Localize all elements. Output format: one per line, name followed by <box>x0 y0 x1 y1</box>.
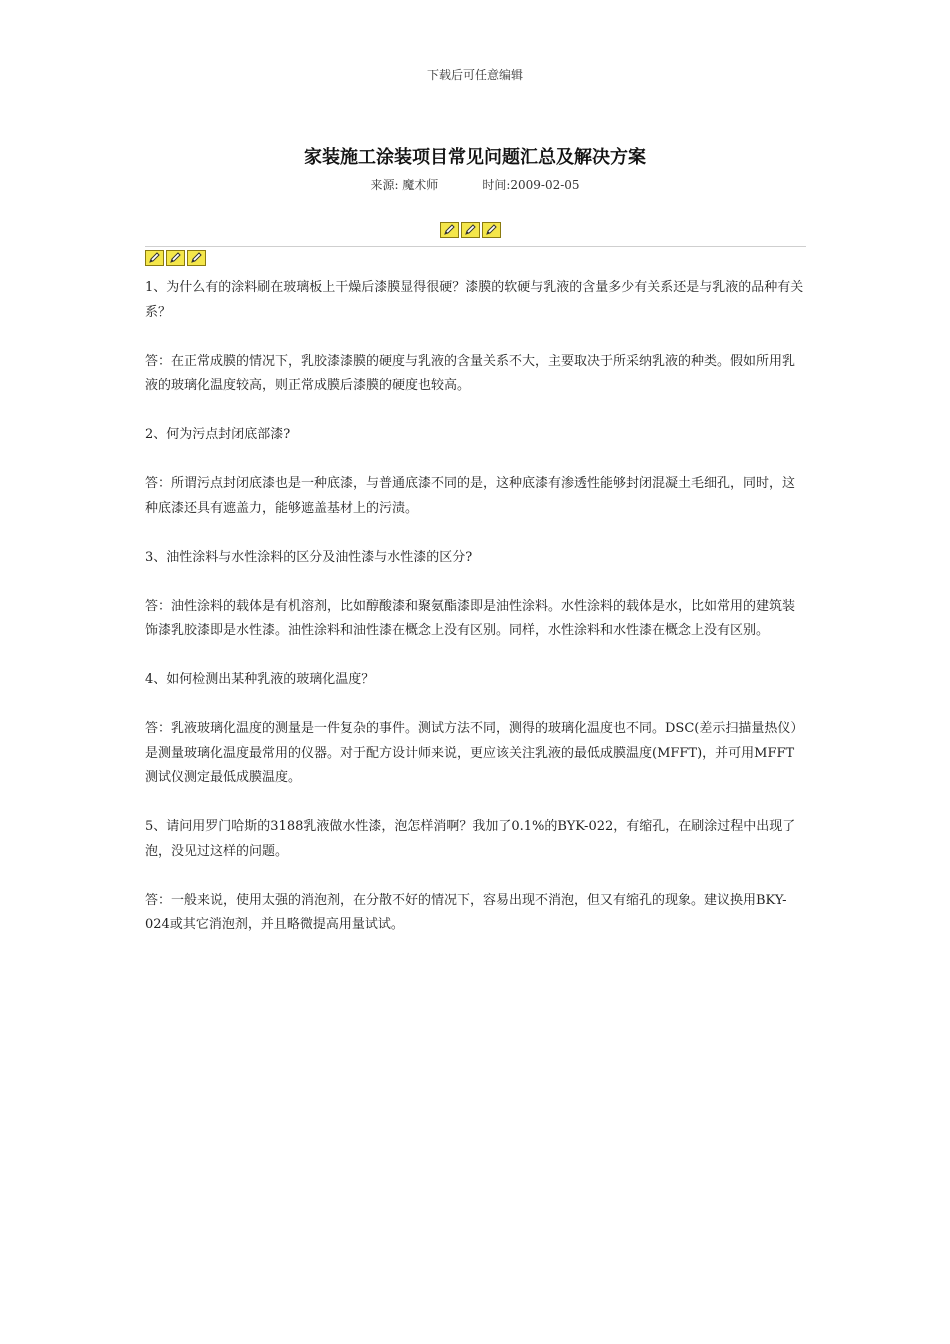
question-1: 1、为什么有的涂料刷在玻璃板上干燥后漆膜显得很硬？漆膜的软硬与乳液的含量多少有关系还是与乳液的品种有关系？ <box>145 280 804 320</box>
answer-3: 答：油性涂料的载体是有机溶剂，比如醇酸漆和聚氨酯漆即是油性涂料。水性涂料的载体是水，比如常用的建筑装饰漆乳胶漆即是水性漆。油性涂料和油性漆在概念上没有区别。同样，水性涂料和水性漆在概念上没有区别。 <box>145 598 796 638</box>
answer-5: 答：一般来说，使用太强的消泡剂，在分散不好的情况下，容易出现不消泡，但又有缩孔的现象。建议换用BKY-024或其它消泡剂，并且略微提高用量试试。 <box>145 892 787 932</box>
article-meta <box>0 176 950 193</box>
pencil-icon[interactable] <box>482 222 501 238</box>
page-title: 家装施工涂装项目常见问题汇总及解决方案 <box>304 147 646 168</box>
source-label: 来源: 魔术师 <box>370 178 439 192</box>
tool-icons-center <box>440 222 501 238</box>
pencil-icon[interactable] <box>145 250 164 266</box>
question-5: 5、请问用罗门哈斯的3188乳液做水性漆，泡怎样消啊？我加了0.1%的BYK-022，有缩孔，在刷涂过程中出现了泡，没见过这样的问题。 <box>145 819 796 859</box>
answer-4: 答：乳液玻璃化温度的测量是一件复杂的事件。测试方法不同，测得的玻璃化温度也不同。DSC(差示扫描量热仪）是测量玻璃化温度最常用的仪器。对于配方设计师来说，更应该关注乳液的最低成膜温度(MFFT)，并可用MFFT测试仪测定最低成膜温度。 <box>145 721 804 785</box>
pencil-icon[interactable] <box>166 250 185 266</box>
pencil-icon[interactable] <box>187 250 206 266</box>
tool-icons-left <box>145 250 206 266</box>
answer-1: 答：在正常成膜的情况下，乳胶漆漆膜的硬度与乳液的含量关系不大，主要取决于所采纳乳液的种类。假如所用乳液的玻璃化温度较高，则正常成膜后漆膜的硬度也较高。 <box>145 353 796 393</box>
question-2: 2、何为污点封闭底部漆? <box>145 427 291 442</box>
header-note: 下载后可任意编辑 <box>426 68 523 82</box>
question-4: 4、如何检测出某种乳液的玻璃化温度？ <box>145 672 375 687</box>
article-body <box>145 276 807 962</box>
pencil-icon[interactable] <box>440 222 459 238</box>
pencil-icon[interactable] <box>461 222 480 238</box>
question-3: 3、油性涂料与水性涂料的区分及油性漆与水性漆的区分? <box>145 549 473 565</box>
time-label: 时间:2009-02-05 <box>482 178 580 192</box>
answer-2: 答：所谓污点封闭底漆也是一种底漆，与普通底漆不同的是，这种底漆有渗透性能够封闭混凝土毛细孔，同时，这种底漆还具有遮盖力，能够遮盖基材上的污渍。 <box>145 476 796 516</box>
divider <box>145 246 806 247</box>
